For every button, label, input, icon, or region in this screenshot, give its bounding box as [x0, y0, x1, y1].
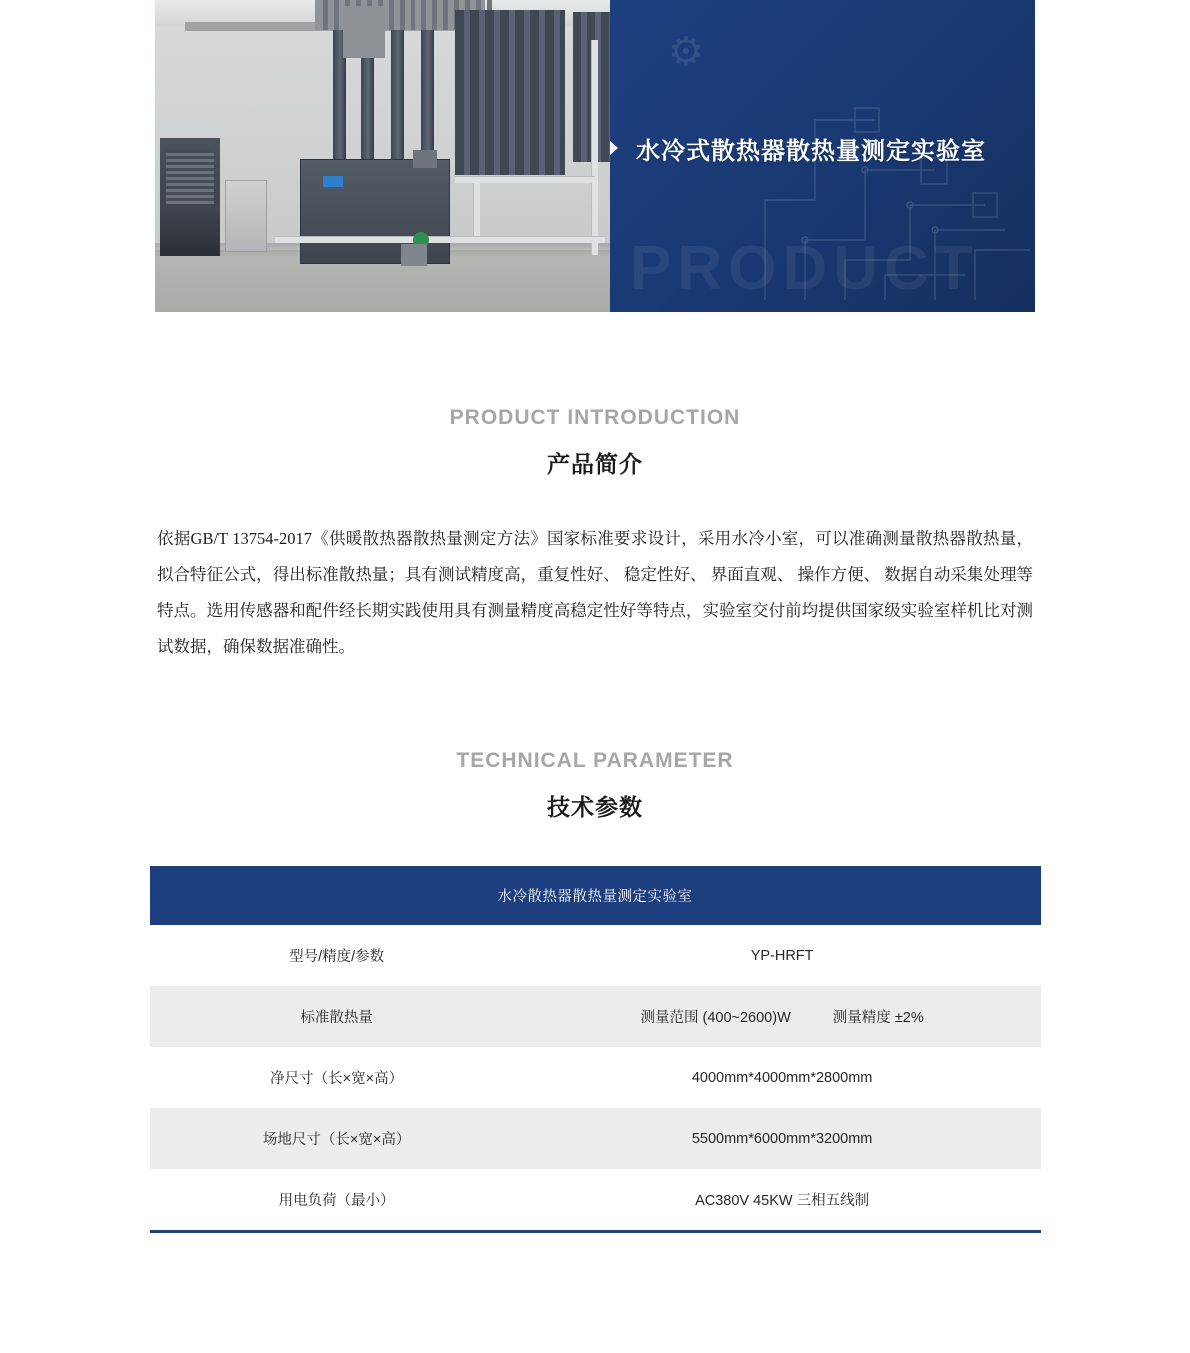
parameter-section-cn-title: 技术参数 — [547, 794, 643, 820]
photo-vertical-pipe-2 — [473, 176, 480, 236]
hero-title: 水冷式散热器散热量测定实验室 — [636, 137, 986, 165]
spec-table-body — [150, 925, 1041, 1230]
spec-value-primary: YP-HRFT — [750, 947, 814, 964]
spec-value — [524, 1169, 1041, 1230]
spec-value-primary: AC380V 45KW 三相五线制 — [695, 1193, 870, 1209]
bottom-spacer — [0, 1233, 1190, 1353]
intro-section-en-title: PRODUCT INTRODUCTION — [449, 406, 741, 429]
spec-key: 用电负荷（最小） — [150, 1169, 524, 1230]
intro-body-text: 依据GB/T 13754-2017《供暖散热器散热量测定方法》国家标准要求设计，采用水冷小室，可以准确测量散热器散热量，拟合特征公式，得出标准散热量；具有测试精度高，重复性好、 稳定性好、 界面直观、 操作方便、 数据自动采集处理等特点。选用传感器和配件经长期实践使用具有测量精度高稳定性好等特点，实验室交付前均提供国家级实验室样机比对测试数据，确保数据准确性。 — [157, 529, 1034, 656]
spec-value — [524, 1108, 1041, 1169]
photo-gauge — [413, 150, 437, 168]
spec-value-primary: 5500mm*6000mm*3200mm — [691, 1130, 873, 1147]
photo-chiller-base — [160, 204, 220, 256]
spec-key: 标准散热量 — [150, 986, 524, 1047]
photo-horizontal-pipe-2 — [275, 236, 605, 243]
hero-watermark-text: PRODUCT — [630, 234, 979, 303]
spec-value — [524, 925, 1041, 986]
spec-table — [150, 866, 1041, 1230]
photo-water-tank — [300, 159, 450, 264]
photo-vertical-pipe-1 — [591, 40, 598, 255]
hero-banner — [155, 0, 1035, 312]
photo-control-cabinet — [225, 180, 267, 252]
arrow-right-icon — [610, 132, 618, 164]
intro-section-cn-title: 产品简介 — [547, 451, 643, 477]
spec-table-caption: 水冷散热器散热量测定实验室 — [150, 866, 1041, 925]
spec-key: 型号/精度/参数 — [150, 925, 524, 986]
hero-photo — [155, 0, 610, 312]
photo-pump-body — [401, 244, 427, 266]
spec-key: 净尺寸（长×宽×高） — [150, 1047, 524, 1108]
photo-unit-box — [343, 6, 385, 58]
hero-title-group — [610, 126, 986, 170]
spec-value-primary: 测量范围 (400~2600)W — [640, 1010, 791, 1026]
photo-tank-label — [323, 176, 343, 187]
spec-value-secondary: 测量精度 ±2% — [832, 1010, 924, 1026]
table-row — [150, 1108, 1041, 1169]
spec-key: 场地尺寸（长×宽×高） — [150, 1108, 524, 1169]
spec-value-primary: 4000mm*4000mm*2800mm — [691, 1069, 873, 1086]
table-row — [150, 925, 1041, 986]
table-row — [150, 1047, 1041, 1108]
spec-table-wrapper — [150, 866, 1041, 1233]
hero-blue-panel — [610, 0, 1035, 312]
spec-value — [524, 986, 1041, 1047]
table-row — [150, 1169, 1041, 1230]
spec-value — [524, 1047, 1041, 1108]
parameter-section-en-title: TECHNICAL PARAMETER — [456, 749, 734, 772]
gear-icon: ⚙ — [668, 30, 704, 74]
photo-radiator-panel-1 — [455, 10, 565, 175]
photo-horizontal-pipe-1 — [455, 176, 595, 183]
table-row — [150, 986, 1041, 1047]
